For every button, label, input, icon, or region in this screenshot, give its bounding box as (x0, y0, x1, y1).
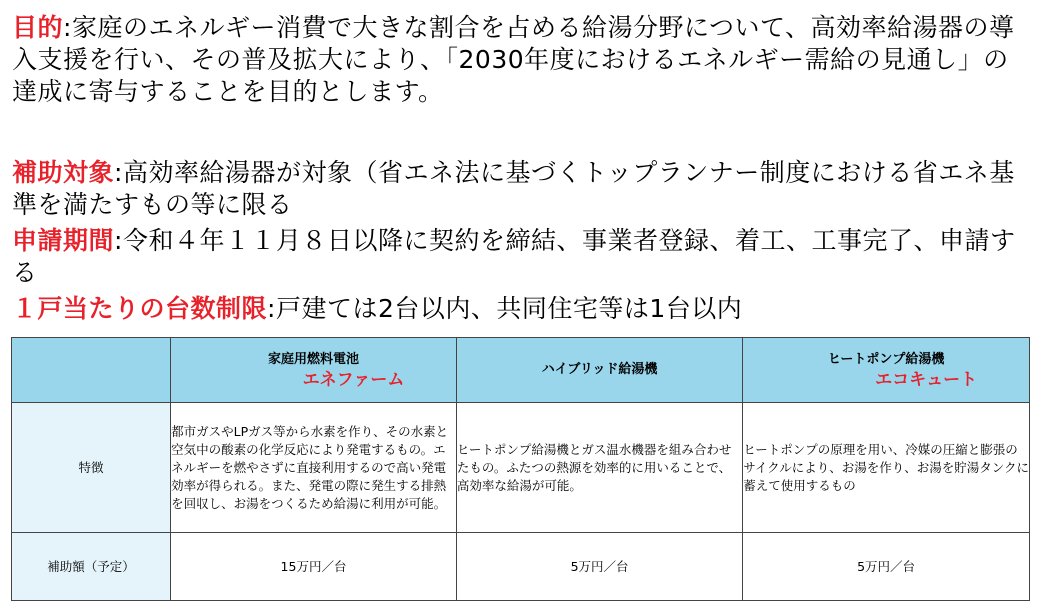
table-header-row (12, 338, 1030, 403)
period-label: 申請期間 (12, 226, 115, 255)
purpose-paragraph: 目的:家庭のエネルギー消費で大きな割合を占める給湯分野について、高効率給湯器の導入支援を行い、その普及拡大により、「2030年度におけるエネルギー需給の見通し」の達成に寄与することを目的とします。 (12, 13, 1015, 106)
amount-cell: 5万円／台 (456, 533, 742, 601)
limit-paragraph: １戸当たりの台数制限:戸建ては2台以内、共同住宅等は1台以内 (12, 294, 743, 323)
target-label: 補助対象 (12, 158, 115, 187)
row-label: 補助額（予定） (12, 533, 171, 601)
table-row (12, 403, 1030, 533)
subsidy-table (11, 337, 1030, 601)
period-paragraph: 申請期間:令和４年１１月８日以降に契約を締結、事業者登録、着工、工事完了、申請する (12, 226, 1016, 287)
table-row (12, 533, 1030, 601)
period-text: 令和４年１１月８日以降に契約を締結、事業者登録、着工、工事完了、申請する (12, 226, 1016, 287)
limit-label: １戸当たりの台数制限 (12, 294, 268, 323)
header-fuel-cell (171, 338, 457, 403)
header-heatpump-cell (743, 338, 1030, 403)
row-label: 特徴 (12, 403, 171, 533)
header-hybrid-cell (456, 338, 742, 403)
purpose-text: 家庭のエネルギー消費で大きな割合を占める給湯分野について、高効率給湯器の導入支援を行い、その普及拡大により、「2030年度におけるエネルギー需給の見通し」の達成に寄与することを目的とします。 (12, 13, 1015, 106)
feature-cell: ヒートポンプ給湯機とガス温水機器を組み合わせたもの。ふたつの熱源を効率的に用いることで、高効率な給湯が可能。 (456, 403, 742, 533)
header-title: ハイブリッド給湯機 (541, 362, 658, 377)
target-paragraph: 補助対象:高効率給湯器が対象（省エネ法に基づくトップランナー制度における省エネ基準を満たすもの等に限る (12, 158, 1015, 219)
header-subtitle: エネファーム (302, 370, 405, 390)
header-empty-cell (12, 338, 171, 403)
target-text: 高効率給湯器が対象（省エネ法に基づくトップランナー制度における省エネ基準を満たすもの等に限る (12, 158, 1015, 219)
amount-cell: 5万円／台 (743, 533, 1030, 601)
feature-cell: 都市ガスやLPガス等から水素を作り、その水素と空気中の酸素の化学反応により発電するもの。エネルギーを燃やさずに直接利用するので高い発電効率が得られる。また、発電の際に発生する排熱を回収し、お湯をつくるため給湯に利用が可能。 (171, 403, 457, 533)
header-subtitle: エコキュート (875, 370, 978, 390)
amount-cell: 15万円／台 (171, 533, 457, 601)
header-title: 家庭用燃料電池 (268, 352, 360, 367)
purpose-label: 目的 (12, 13, 64, 42)
feature-cell: ヒートポンプの原理を用い、冷媒の圧縮と膨張のサイクルにより、お湯を作り、お湯を貯湯タンクに蓄えて使用するもの (743, 403, 1030, 533)
limit-text: 戸建ては2台以内、共同住宅等は1台以内 (275, 294, 743, 323)
header-title: ヒートポンプ給湯機 (827, 352, 945, 367)
